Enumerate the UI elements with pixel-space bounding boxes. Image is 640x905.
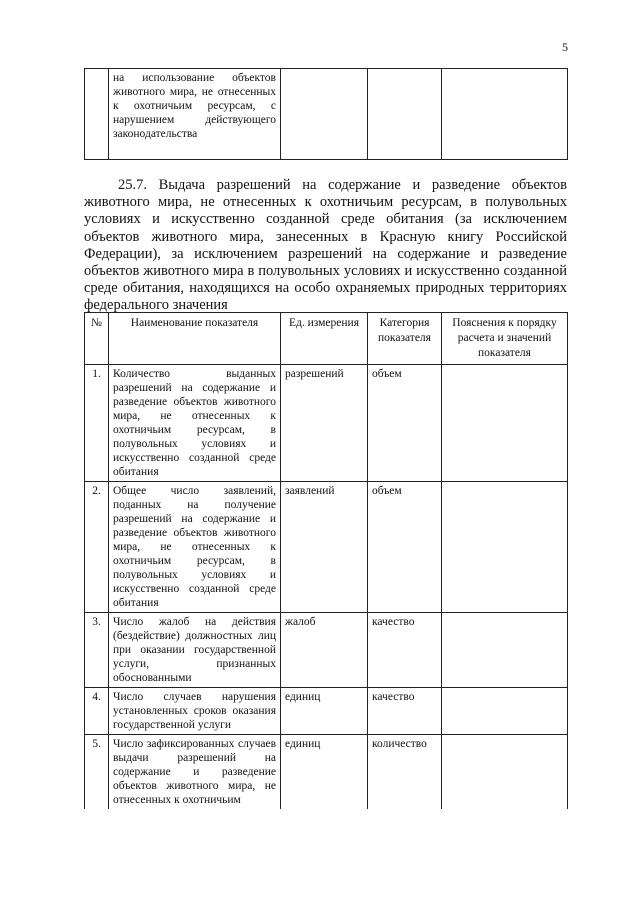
cell-num: 5. — [85, 735, 109, 810]
cell-explanation — [442, 482, 568, 613]
page-number: 5 — [562, 40, 568, 54]
cell-num: 2. — [85, 482, 109, 613]
cell-num: 4. — [85, 688, 109, 735]
header-num: № — [85, 313, 109, 365]
header-category: Категория показателя — [368, 313, 442, 365]
cell-explanation — [442, 69, 568, 160]
table-row — [85, 735, 568, 810]
cell-indicator-name: на использование объектов животного мира, не отнесенных к охотничьим ресурсам, с нарушением действующего законодательства — [109, 69, 281, 160]
table-header-row — [85, 313, 568, 365]
cell-category: качество — [368, 613, 442, 688]
cell-category: количество — [368, 735, 442, 810]
cell-indicator-name: Общее число заявлений, поданных на получение разрешений на содержание и разведение объектов животного мира, не отнесенных к охотничьим ресурсам, в полувольных условиях и искусственно созданной среде обитания — [109, 482, 281, 613]
cell-unit: единиц — [281, 688, 368, 735]
table-row — [85, 482, 568, 613]
cell-category: объем — [368, 365, 442, 482]
cell-num: 3. — [85, 613, 109, 688]
header-unit: Ед. измерения — [281, 313, 368, 365]
table-row — [85, 69, 568, 160]
continuation-table — [84, 68, 568, 160]
cell-num: 1. — [85, 365, 109, 482]
section-heading: 25.7. Выдача разрешений на содержание и разведение объектов животного мира, не отнесенных к охотничьим ресурсам, в полувольных условиях и искусственно созданной среде обитания (за исключением объектов животного мира, занесенных в Красную книгу Российской Федерации), за исключением разрешений на содержание и разведение объектов животного мира в полувольных условиях и искусственно созданной среде обитания, находящихся на особо охраняемых природных территориях федерального значения — [84, 177, 567, 314]
cell-indicator-name: Число случаев нарушения установленных сроков оказания государственной услуги — [109, 688, 281, 735]
cell-category: объем — [368, 482, 442, 613]
cell-indicator-name: Число зафиксированных случаев выдачи разрешений на содержание и разведение объектов животного мира, не отнесенных к охотничьим — [109, 735, 281, 810]
cell-unit — [281, 69, 368, 160]
table-row — [85, 365, 568, 482]
cell-explanation — [442, 365, 568, 482]
cell-unit: заявлений — [281, 482, 368, 613]
cell-category — [368, 69, 442, 160]
cell-num — [85, 69, 109, 160]
header-explanation: Пояснения к порядку расчета и значений показателя — [442, 313, 568, 365]
table-row — [85, 613, 568, 688]
cell-indicator-name: Количество выданных разрешений на содержание и разведение объектов животного мира, не отнесенных к охотничьим ресурсам, в полувольных условиях и искусственно созданной среде обитания — [109, 365, 281, 482]
header-name: Наименование показателя — [109, 313, 281, 365]
table-row — [85, 688, 568, 735]
cell-indicator-name: Число жалоб на действия (бездействие) должностных лиц при оказании государственной услуги, признанных обоснованными — [109, 613, 281, 688]
cell-unit: жалоб — [281, 613, 368, 688]
cell-category: качество — [368, 688, 442, 735]
cell-unit: единиц — [281, 735, 368, 810]
cell-explanation — [442, 735, 568, 810]
cell-unit: разрешений — [281, 365, 368, 482]
indicators-table — [84, 312, 568, 809]
cell-explanation — [442, 688, 568, 735]
cell-explanation — [442, 613, 568, 688]
